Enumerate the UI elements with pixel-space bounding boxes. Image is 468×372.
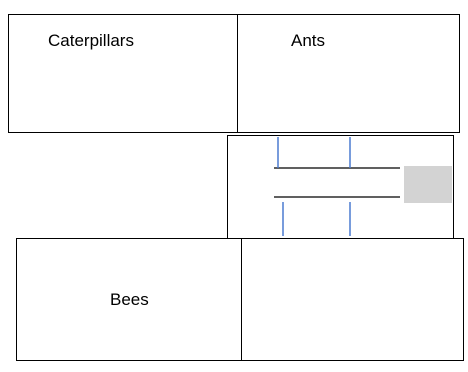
ants-label: Ants xyxy=(291,31,326,50)
caterpillars-label: Caterpillars xyxy=(48,31,134,50)
gray-block xyxy=(404,166,452,203)
bees-label: Bees xyxy=(110,290,149,309)
